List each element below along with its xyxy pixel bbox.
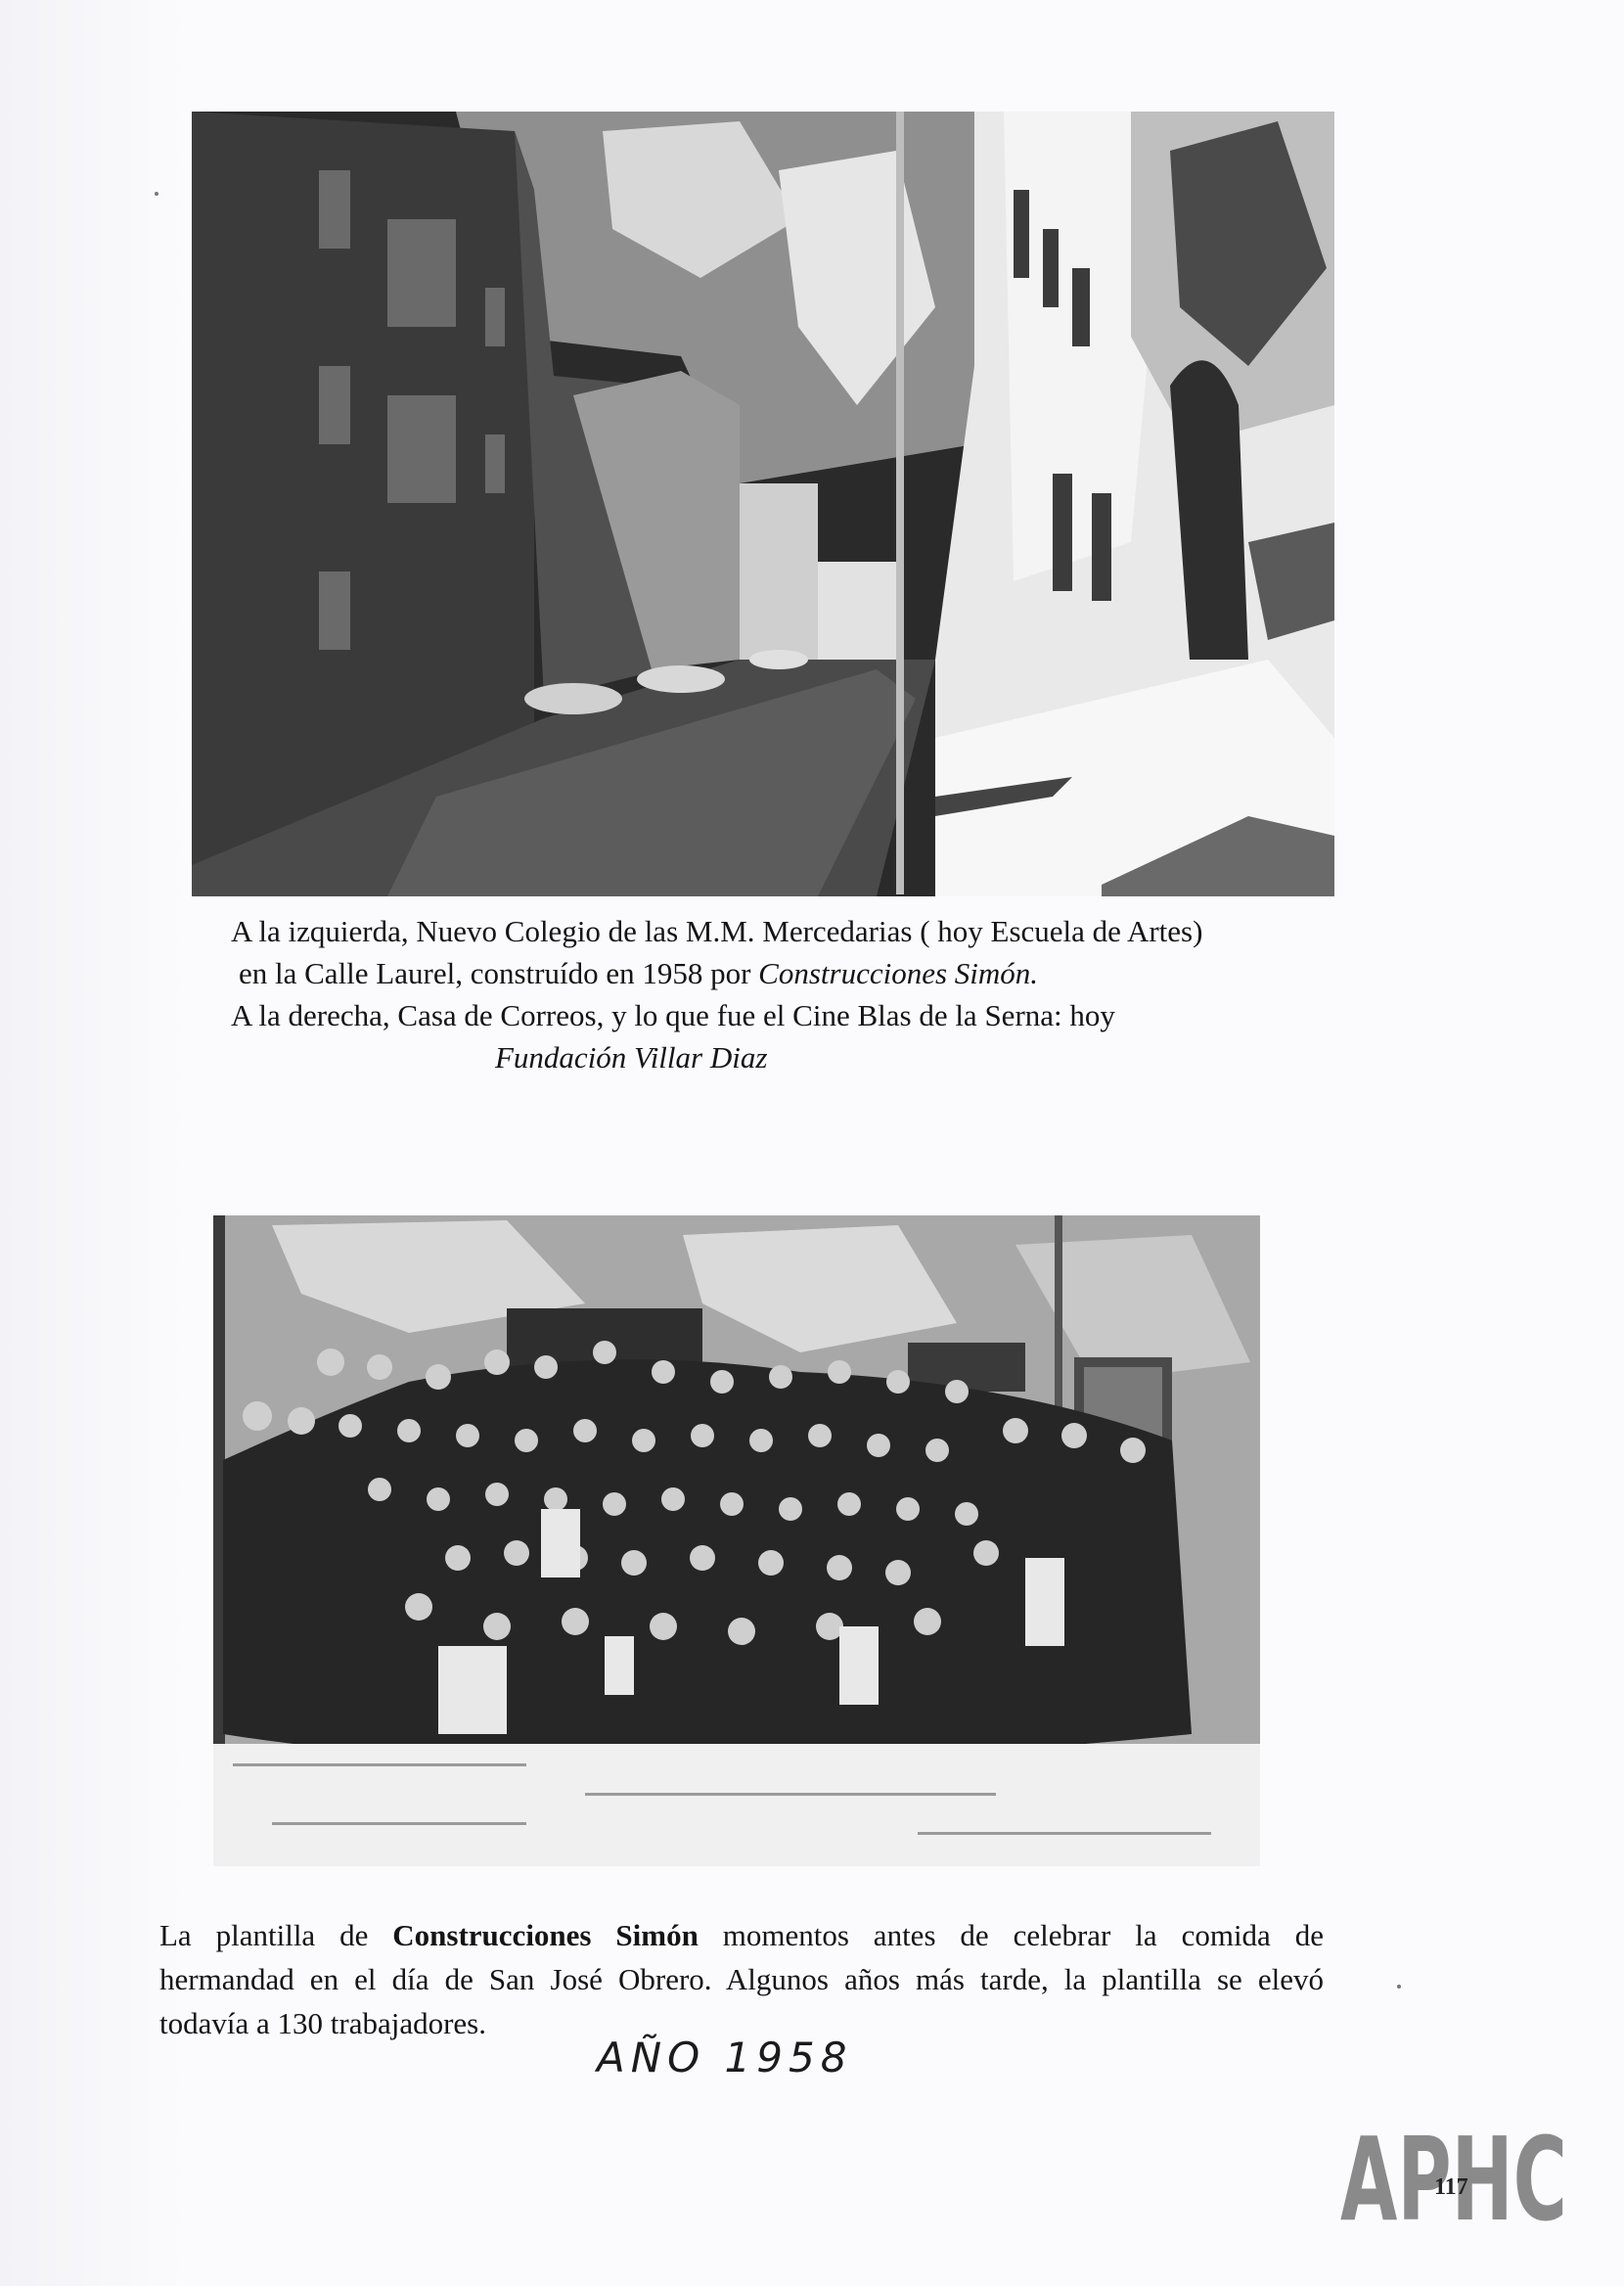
caption-line xyxy=(159,1913,1324,1957)
caption-text: La plantilla de xyxy=(159,1918,393,1952)
page-background-edge xyxy=(0,0,186,2286)
group-photo xyxy=(213,1215,1260,1866)
caption-line: A la derecha, Casa de Correos, y lo que fue el Cine Blas de la Serna: hoy xyxy=(231,998,1115,1032)
caption-line: todavía a 130 trabajadores. xyxy=(159,2006,486,2040)
group-photo-caption xyxy=(159,1913,1324,2045)
caption-line: A la izquierda, Nuevo Colegio de las M.M. Mercedarias ( hoy Escuela de Artes) xyxy=(231,914,1203,948)
caption-line xyxy=(231,952,1336,994)
scan-speck xyxy=(155,192,158,196)
caption-text: momentos antes de celebrar la comida de xyxy=(698,1918,1324,1952)
handwritten-year-note: AÑO 1958 xyxy=(597,2034,853,2081)
group-photo-image xyxy=(213,1215,1260,1866)
caption-line: Fundación Villar Diaz xyxy=(495,1040,768,1074)
street-photo-caption xyxy=(231,910,1336,1078)
street-photo xyxy=(192,112,1334,896)
scan-speck xyxy=(1397,1985,1401,1989)
svg-text:APHC: APHC xyxy=(1340,2114,1567,2231)
aphc-watermark-logo xyxy=(1340,2114,1575,2231)
street-photo-image xyxy=(192,112,1334,896)
caption-text: en la Calle Laurel, construído en 1958 por xyxy=(239,956,759,990)
page-number: 117 xyxy=(1434,2174,1468,2200)
company-name-bold: Construcciones Simón xyxy=(392,1918,699,1952)
company-name-italic: Construcciones Simón. xyxy=(758,956,1039,990)
caption-line: hermandad en el día de San José Obrero. Algunos años más tarde, la plantilla se elevó xyxy=(159,1962,1324,1996)
